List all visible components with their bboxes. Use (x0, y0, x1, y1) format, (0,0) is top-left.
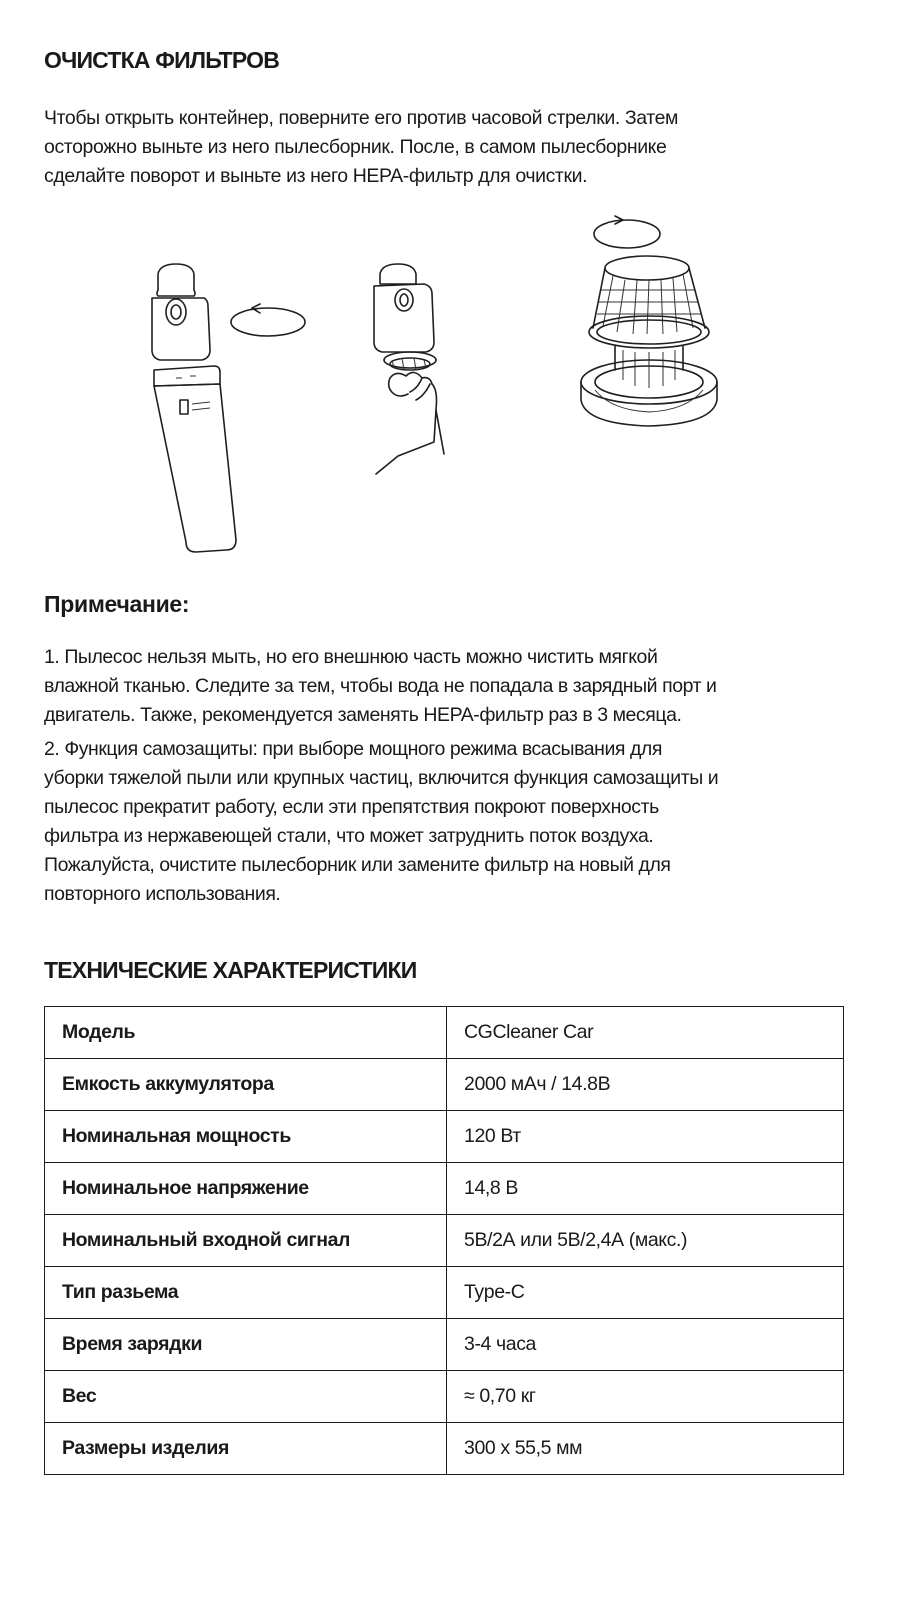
spec-value: 14,8 В (447, 1163, 844, 1215)
vacuum-body-twist-illustration (130, 260, 320, 560)
cleaning-illustrations (130, 210, 770, 570)
table-row (45, 1423, 844, 1475)
instruction-line: сделайте поворот и выньте из него HEPA-фильтр для очистки. (44, 165, 588, 187)
note-line: влажной тканью. Следите за тем, чтобы вода не попадала в зарядный порт и (44, 675, 717, 697)
note-line: 2. Функция самозащиты: при выборе мощного режима всасывания для (44, 738, 662, 760)
note-line: уборки тяжелой пыли или крупных частиц, включится функция самозащиты и (44, 767, 719, 789)
note-line: пылесос прекратит работу, если эти препятствия покроют поверхность (44, 796, 659, 818)
spec-value: Type-C (447, 1267, 844, 1319)
note-title: Примечание: (44, 591, 190, 617)
spec-label: Модель (45, 1007, 447, 1059)
spec-label: Время зарядки (45, 1319, 447, 1371)
note-line: 1. Пылесос нельзя мыть, но его внешнюю часть можно чистить мягкой (44, 646, 658, 668)
spec-label: Номинальное напряжение (45, 1163, 447, 1215)
dust-bin-removal-illustration (360, 260, 490, 500)
spec-value: 2000 мАч / 14.8В (447, 1059, 844, 1111)
note-line: Пожалуйста, очистите пылесборник или замените фильтр на новый для (44, 854, 671, 876)
instruction-line: осторожно выньте из него пылесборник. После, в самом пылесборнике (44, 136, 667, 158)
table-row (45, 1111, 844, 1163)
specs-section-title: ТЕХНИЧЕСКИЕ ХАРАКТЕРИСТИКИ (44, 957, 417, 983)
spec-value: 120 Вт (447, 1111, 844, 1163)
table-row (45, 1163, 844, 1215)
table-row (45, 1007, 844, 1059)
specs-table (44, 1006, 844, 1475)
filters-section-title: ОЧИСТКА ФИЛЬТРОВ (44, 47, 280, 73)
spec-label: Вес (45, 1371, 447, 1423)
spec-label: Тип разьема (45, 1267, 447, 1319)
table-row (45, 1267, 844, 1319)
table-row (45, 1215, 844, 1267)
note-item-2 (44, 735, 864, 909)
spec-label: Номинальный входной сигнал (45, 1215, 447, 1267)
hepa-filter-removal-illustration (575, 210, 745, 450)
spec-value: ≈ 0,70 кг (447, 1371, 844, 1423)
spec-value: 3-4 часа (447, 1319, 844, 1371)
spec-label: Размеры изделия (45, 1423, 447, 1475)
note-line: фильтра из нержавеющей стали, что может затруднить поток воздуха. (44, 825, 654, 847)
spec-value: 5В/2А или 5В/2,4А (макс.) (447, 1215, 844, 1267)
table-row (45, 1059, 844, 1111)
note-line: двигатель. Также, рекомендуется заменять HEPA-фильтр раз в 3 месяца. (44, 704, 682, 726)
note-item-1 (44, 643, 864, 730)
spec-value: 300 х 55,5 мм (447, 1423, 844, 1475)
spec-label: Емкость аккумулятора (45, 1059, 447, 1111)
note-line: повторного использования. (44, 883, 281, 905)
spec-label: Номинальная мощность (45, 1111, 447, 1163)
table-row (45, 1371, 844, 1423)
filters-instructions (44, 104, 844, 191)
table-row (45, 1319, 844, 1371)
spec-value: CGCleaner Car (447, 1007, 844, 1059)
instruction-line: Чтобы открыть контейнер, поверните его против часовой стрелки. Затем (44, 107, 679, 129)
